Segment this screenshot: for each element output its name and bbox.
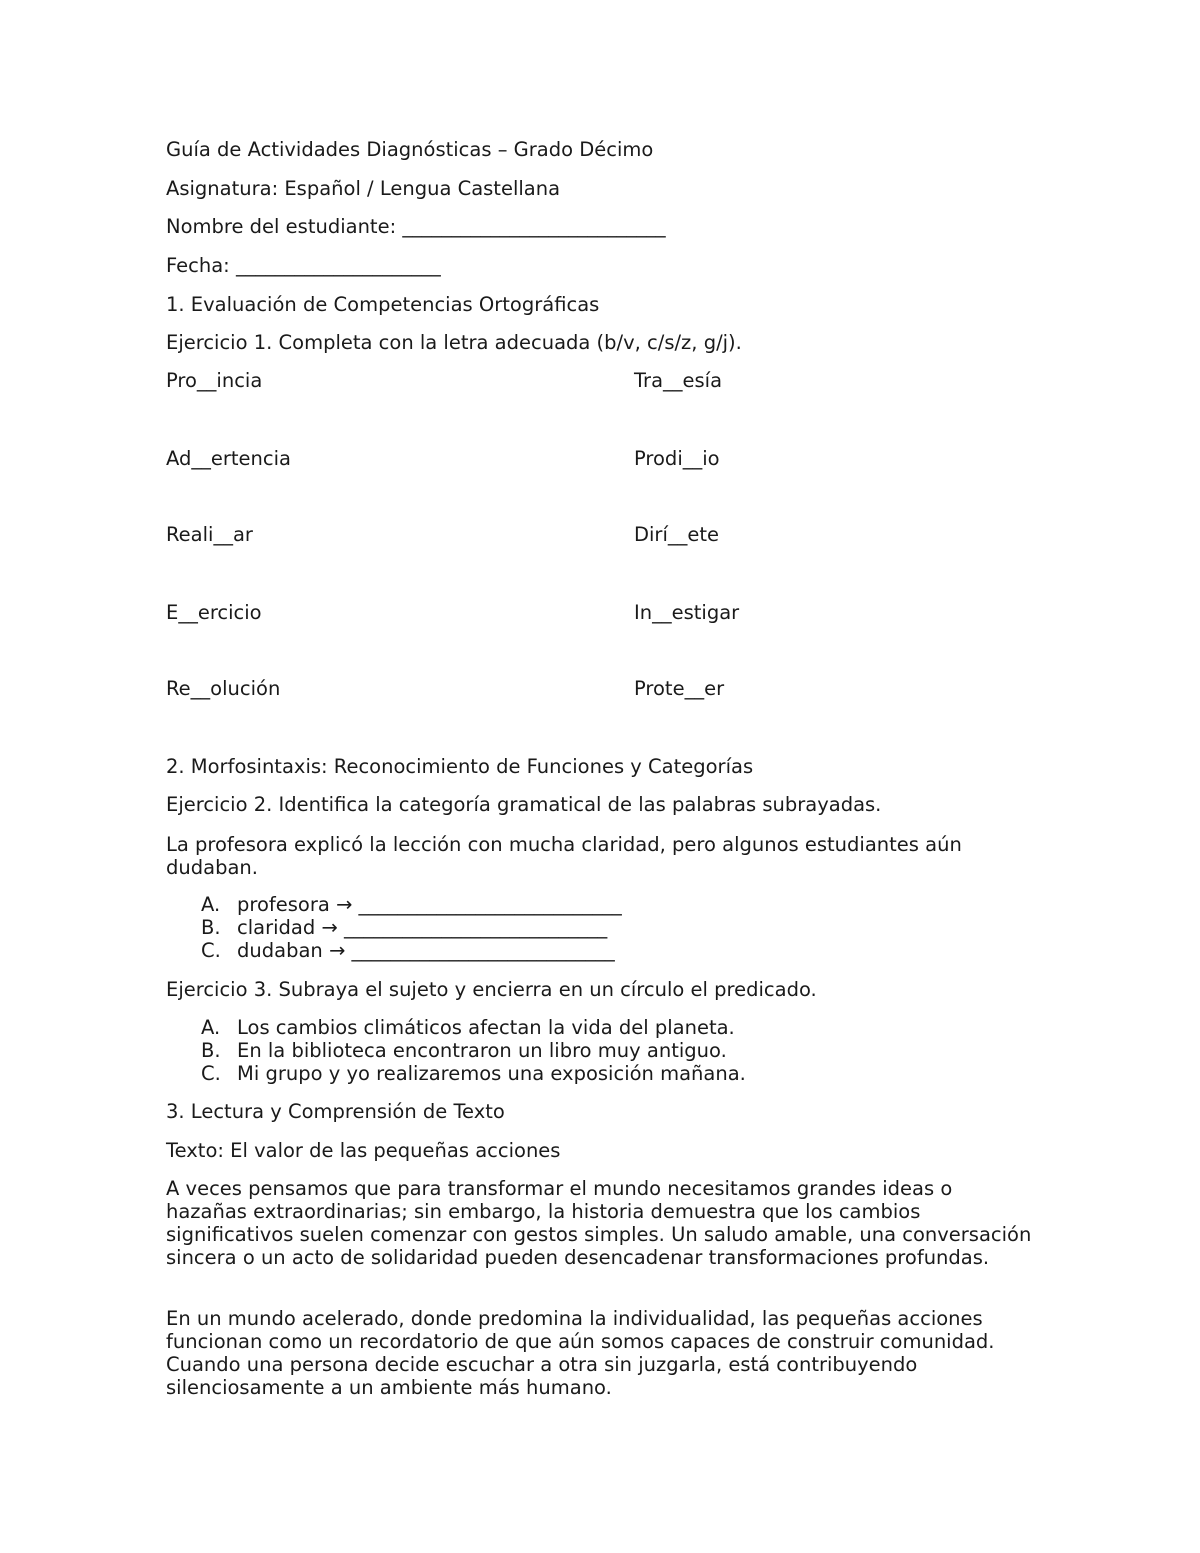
date-field[interactable]: Fecha: _____________________ bbox=[166, 254, 441, 277]
word-blank-left[interactable]: Ad__ertencia bbox=[166, 447, 291, 470]
list-item-text: profesora → ___________________________ bbox=[237, 893, 622, 916]
list-item-text: Mi grupo y yo realizaremos una exposición mañana. bbox=[237, 1062, 746, 1085]
list-marker: A. bbox=[201, 1016, 221, 1039]
word-blank-left[interactable]: E__ercicio bbox=[166, 601, 262, 624]
student-name-field[interactable]: Nombre del estudiante: ___________________________ bbox=[166, 215, 666, 238]
list-item-text: claridad → ___________________________ bbox=[237, 916, 608, 939]
word-blank-right[interactable]: Tra__esía bbox=[634, 369, 723, 392]
section-1-heading: 1. Evaluación de Competencias Ortográficas bbox=[166, 293, 600, 316]
exercise-2-instruction: Ejercicio 2. Identifica la categoría gramatical de las palabras subrayadas. bbox=[166, 793, 882, 816]
word-blank-left[interactable]: Re__olución bbox=[166, 677, 281, 700]
word-blank-right[interactable]: In__estigar bbox=[634, 601, 740, 624]
word-blank-left[interactable]: Reali__ar bbox=[166, 523, 253, 546]
ex3-list-item bbox=[201, 1039, 727, 1062]
word-blank-right[interactable]: Prote__er bbox=[634, 677, 725, 700]
ex2-list-item[interactable] bbox=[201, 893, 622, 916]
subject-line: Asignatura: Español / Lengua Castellana bbox=[166, 177, 561, 200]
word-blank-left[interactable]: Pro__incia bbox=[166, 369, 263, 392]
list-marker: C. bbox=[201, 939, 221, 962]
ex2-list-item[interactable] bbox=[201, 939, 615, 962]
list-item-text: dudaban → ___________________________ bbox=[237, 939, 615, 962]
exercise-3-instruction: Ejercicio 3. Subraya el sujeto y encierra en un círculo el predicado. bbox=[166, 978, 817, 1001]
ex3-list-item bbox=[201, 1062, 746, 1085]
list-marker: A. bbox=[201, 893, 221, 916]
ex2-list-item[interactable] bbox=[201, 916, 607, 939]
exercise-1-instruction: Ejercicio 1. Completa con la letra adecuada (b/v, c/s/z, g/j). bbox=[166, 331, 742, 354]
list-marker: B. bbox=[201, 1039, 221, 1062]
exercise-2-sentence: La profesora explicó la lección con mucha claridad, pero algunos estudiantes aún dudaban. bbox=[166, 833, 962, 879]
word-blank-right[interactable]: Prodi__io bbox=[634, 447, 720, 470]
list-item-text: En la biblioteca encontraron un libro muy antiguo. bbox=[237, 1039, 727, 1062]
reading-paragraph-2: En un mundo acelerado, donde predomina la individualidad, las pequeñas acciones funcionan como un recordatorio de que aún somos capaces de construir comunidad. Cuando una persona decide escuchar a otra sin juzgarla, está contribuyendo silenciosamente a un ambiente más humano. bbox=[166, 1307, 995, 1399]
document-title: Guía de Actividades Diagnósticas – Grado Décimo bbox=[166, 138, 654, 161]
ex3-list-item bbox=[201, 1016, 735, 1039]
list-marker: B. bbox=[201, 916, 221, 939]
list-item-text: Los cambios climáticos afectan la vida del planeta. bbox=[237, 1016, 735, 1039]
section-3-heading: 3. Lectura y Comprensión de Texto bbox=[166, 1100, 505, 1123]
word-blank-right[interactable]: Dirí__ete bbox=[634, 523, 720, 546]
reading-paragraph-1: A veces pensamos que para transformar el mundo necesitamos grandes ideas o hazañas extraordinarias; sin embargo, la historia demuestra que los cambios significativos suelen comenzar con gestos simples. Un saludo amable, una conversación sincera o un acto de solidaridad pueden desencadenar transformaciones profundas. bbox=[166, 1177, 1032, 1269]
reading-text-title: Texto: El valor de las pequeñas acciones bbox=[166, 1139, 561, 1162]
section-2-heading: 2. Morfosintaxis: Reconocimiento de Funciones y Categorías bbox=[166, 755, 754, 778]
list-marker: C. bbox=[201, 1062, 221, 1085]
